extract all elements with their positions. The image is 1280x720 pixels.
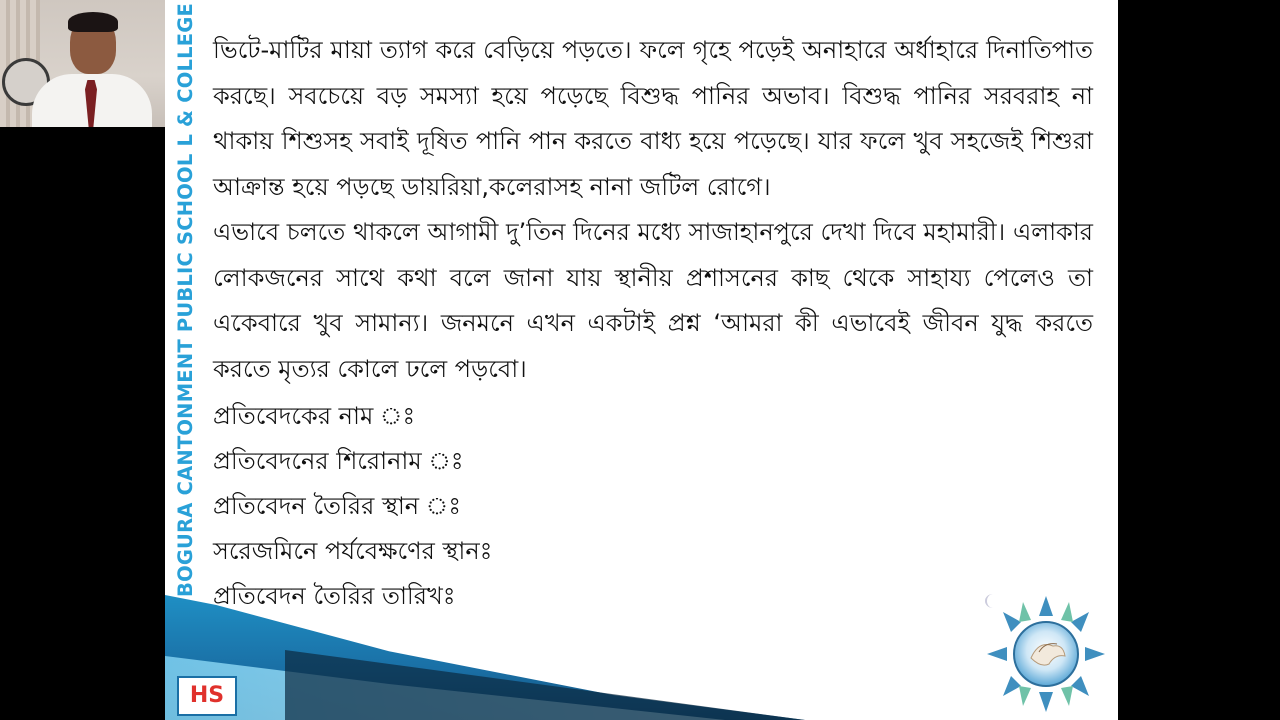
paragraph-2: এভাবে চলতে থাকলে আগামী দু’তিন দিনের মধ্যে সাজাহানপুরে দেখা দিবে মহামারী। এলাকার লোকজনের সাথে কথা বলে জানা যায় স্থানীয় প্রশাসনের কাছ থেকে সাহায্য পেলেও তা একেবারে খুব সামান্য। জনমনে এখন একটাই প্রশ্ন ‘আমরা কী এভাবেই জীবন যুদ্ধ করতে করতে মৃত্যর কোলে ঢলে পড়বো। [213, 218, 1093, 383]
sun-logo-icon [983, 594, 1109, 714]
field-reporter-name: প্রতিবেদকের নাম ঃ [213, 402, 416, 430]
field-report-date: প্রতিবেদন তৈরির তারিখঃ [213, 582, 456, 610]
field-report-place: প্রতিবেদন তৈরির স্থান ঃ [213, 492, 462, 520]
dark-swoosh [285, 650, 805, 720]
presenter-hair [68, 12, 118, 32]
presentation-slide [165, 0, 1118, 720]
paragraph-1: ভিটে-মাটির মায়া ত্যাগ করে বেড়িয়ে পড়তে। ফলে গৃহে পড়েই অনাহারে অর্ধাহারে দিনাতিপাত করছে। সবচেয়ে বড় সমস্যা হয়ে পড়েছে বিশুদ্ধ পানির অভাব। বিশুদ্ধ পানির সরবরাহ না থাকায় শিশুসহ সবাই দূষিত পানি পান করতে বাধ্য হয়ে পড়েছে। যার ফলে খুব সহজেই শিশুরা আক্রান্ত হয়ে পড়ছে ডায়রিয়া,কলেরাসহ নানা জটিল রোগে। [213, 36, 1093, 201]
hs-badge: HS [177, 676, 237, 716]
report-fields [213, 394, 1093, 619]
slide-body [213, 28, 1093, 619]
field-report-title: প্রতিবেদনের শিরোনাম ঃ [213, 447, 464, 475]
field-observation-place: সরেজমিনে পর্যবেক্ষণের স্থানঃ [213, 537, 493, 565]
school-name: BOGURA CANTONMENT PUBLIC SCHOOL L & COLLEGE [174, 2, 197, 597]
presenter-webcam [0, 0, 165, 127]
